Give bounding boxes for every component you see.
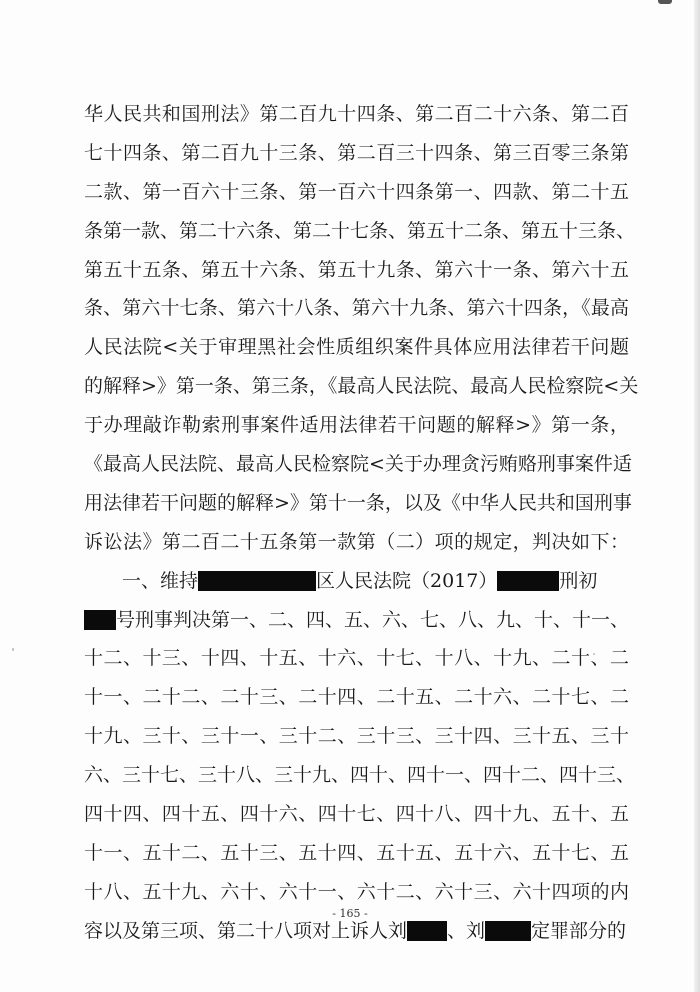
text-line: 华人民共和国刑法》第二百九十四条、第二百二十六条、第二百 — [84, 103, 629, 125]
text-line: 四十四、四十五、四十六、四十七、四十八、四十九、五十、五 — [84, 803, 629, 826]
text-line: 十九、三十、三十一、三十二、三十三、三十四、三十五、三十 — [84, 725, 629, 748]
appellant-prefix: 容以及第三项、第二十八项对上诉人刘 — [84, 919, 408, 942]
text-line: 于办理敲诈勒索刑事案件适用法律若干问题的解释>》第一条， — [84, 414, 629, 437]
redaction-box — [198, 571, 316, 591]
judgment-prefix: 一、维持 — [122, 569, 199, 592]
redaction-box — [485, 921, 531, 941]
text-line: 六、三十七、三十八、三十九、四十、四十一、四十二、四十三、 — [84, 764, 636, 787]
judgment-text — [84, 95, 639, 951]
text-line: 条第一款、第二十六条、第二十七条、第五十二条、第五十三条、 — [84, 219, 636, 242]
text-line: 二款、第一百六十三条、第一百六十四条第一、四款、第二十五 — [84, 180, 629, 203]
text-line: 用法律若干问题的解释>》第十一条，以及《中华人民共和国刑事 — [84, 491, 632, 514]
text-line: 人民法院<关于审理黑社会性质组织案件具体应用法律若干问题 — [84, 336, 629, 359]
page-number: - 165 - — [332, 907, 368, 920]
text-line: 诉讼法》第二百二十五条第一款第（二）项的规定，判决如下： — [84, 530, 629, 553]
appellant-suffix: 定罪部分的 — [531, 919, 627, 942]
redaction-box — [497, 571, 559, 591]
redaction-box — [84, 610, 116, 630]
text-line: 十八、五十九、六十、六十一、六十二、六十三、六十四项的内 — [84, 880, 629, 903]
text-line: 的解释>》第一条、第三条，《最高人民法院、最高人民检察院<关 — [84, 375, 639, 398]
judgment-item-line — [84, 562, 629, 601]
text-line: 十二、十三、十四、十五、十六、十七、十八、十九、二十、二 — [84, 647, 629, 670]
text-line: 《最高人民法院、最高人民检察院<关于办理贪污贿赂刑事案件适 — [84, 453, 632, 476]
case-type: 刑初 — [559, 569, 598, 592]
text-line: 十一、五十二、五十三、五十四、五十五、五十六、五十七、五 — [84, 841, 629, 864]
page-edge-shadow — [694, 0, 700, 992]
text-line: 条、第六十七条、第六十八条、第六十九条、第六十四条，《最高 — [84, 297, 629, 320]
judgment-item-line — [84, 601, 629, 640]
text-line: 七十四条、第二百九十三条、第二百三十四条、第三百零三条第 — [84, 141, 629, 164]
text-line: 第五十五条、第五十六条、第五十九条、第六十一条、第六十五 — [84, 258, 629, 281]
redaction-box — [407, 921, 447, 941]
corner-mark — [658, 0, 672, 4]
court-name: 区人民法院（2017） — [316, 569, 498, 592]
judgment-items: 号刑事判决第一、二、四、五、六、七、八、九、十、十一、 — [116, 608, 630, 631]
appellant-middle: 、刘 — [447, 919, 486, 942]
scan-speck — [12, 648, 14, 651]
text-line: 十一、二十二、二十三、二十四、二十五、二十六、二十七、二 — [84, 686, 629, 709]
